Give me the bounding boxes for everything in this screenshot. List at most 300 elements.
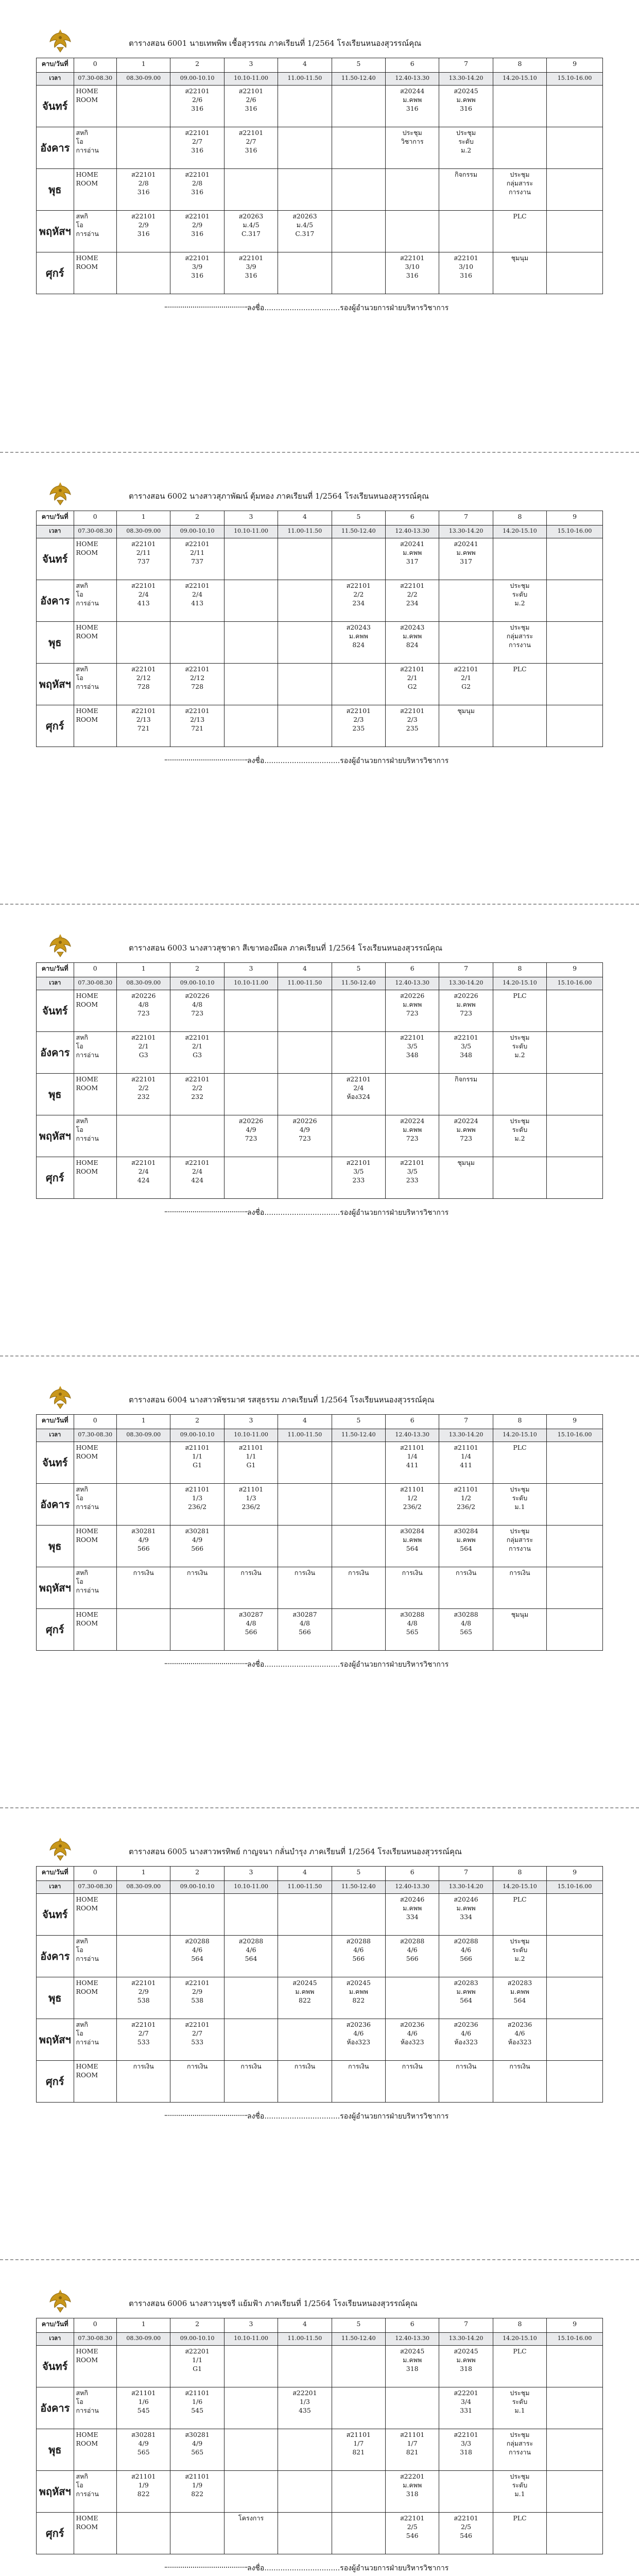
period-cell: ชุมนุม: [439, 1157, 493, 1199]
period-cell: [224, 538, 278, 580]
period-cell-empty: [547, 2429, 603, 2471]
time-slot: 12.40-13.30: [385, 977, 439, 990]
time-slot: 11.50-12.40: [332, 1881, 385, 1894]
time-row: [37, 73, 603, 86]
day-name: ศุกร์: [37, 2061, 74, 2103]
period-cell: [332, 664, 385, 705]
period-header-row: [37, 1867, 603, 1881]
time-slot: 12.40-13.30: [385, 1429, 439, 1442]
period-header-1: 1: [117, 1867, 170, 1881]
period-cell: ส22101 2/7 316: [224, 127, 278, 169]
period-cell: [224, 1074, 278, 1115]
period-cell: ส30287 4/8 566: [278, 1609, 332, 1651]
period-cell: [224, 2429, 278, 2471]
period-cell: [332, 252, 385, 294]
period-header-4: 4: [278, 58, 332, 73]
period-cell: [224, 990, 278, 1032]
day-name: จันทร์: [37, 86, 74, 127]
period-cell: [493, 705, 546, 747]
period-cell: ส22101 2/2 234: [332, 580, 385, 622]
time-slot: 07.30-08.30: [74, 73, 117, 86]
day-row: [37, 1567, 603, 1609]
homeroom-cell: HOME ROOM: [74, 990, 117, 1032]
time-label: เวลา: [37, 2333, 74, 2346]
homeroom-cell: สหกิ โอ การอ่าน: [74, 1567, 117, 1609]
time-label: เวลา: [37, 977, 74, 990]
thai-royal-garuda-emblem-icon: [47, 933, 73, 958]
day-name: พุธ: [37, 1977, 74, 2019]
period-cell: ส22101 2/8 316: [170, 169, 224, 211]
period-cell: ส20236 4/6 ห้อง323: [493, 2019, 546, 2061]
period-cell: [332, 169, 385, 211]
time-slot: 08.30-09.00: [117, 73, 170, 86]
period-cell: ส20226 4/8 723: [170, 990, 224, 1032]
period-cell: ส22101 2/9 538: [117, 1977, 170, 2019]
period-cell: ส22101 3/5 233: [385, 1157, 439, 1199]
period-cell: ส22101 2/9 316: [170, 211, 224, 252]
time-slot: 12.40-13.30: [385, 73, 439, 86]
schedule-header: [36, 1833, 603, 1864]
period-cell: ส21101 1/3 236/2: [224, 1484, 278, 1526]
period-header-1: 1: [117, 2318, 170, 2333]
day-name: อังคาร: [37, 127, 74, 169]
period-cell: [385, 2387, 439, 2429]
day-name: ศุกร์: [37, 1609, 74, 1651]
period-cell: [278, 1936, 332, 1977]
period-header-2: 2: [170, 1415, 224, 1429]
day-name: พุธ: [37, 1074, 74, 1115]
time-slot: 10.10-11.00: [224, 73, 278, 86]
schedule-header: [36, 2285, 603, 2316]
period-cell: [278, 252, 332, 294]
period-cell: ส20244 ม.คพพ 316: [385, 86, 439, 127]
schedule-title: ตารางสอน 6006 นางสาวนุชจรี แย้มฟ้า ภาคเรียนที่ 1/2564 โรงเรียนหนองสุวรรณ์คุณ: [129, 2299, 418, 2308]
period-cell: ประชุม ระดับ ม.2: [439, 127, 493, 169]
period-header-2: 2: [170, 58, 224, 73]
period-cell: ประชุม ระดับ ม.1: [493, 2387, 546, 2429]
time-slot: 11.50-12.40: [332, 526, 385, 538]
signature-label: ลงชื่อ.................................รองผู้อำนวยการฝ่ายบริหารวิชาการ: [247, 1660, 449, 1669]
period-cell: ส22201 1/1 G1: [170, 2346, 224, 2387]
period-cell: ส30281 4/9 565: [170, 2429, 224, 2471]
period-cell: [117, 127, 170, 169]
homeroom-cell: HOME ROOM: [74, 1074, 117, 1115]
period-cell: [117, 86, 170, 127]
period-cell: [117, 622, 170, 664]
period-cell: ส20246 ม.คพพ 334: [385, 1894, 439, 1936]
thai-royal-garuda-emblem-icon: [47, 481, 73, 506]
period-cell: ส30288 4/8 565: [385, 1609, 439, 1651]
period-cell: ส30284 ม.คพพ 564: [439, 1526, 493, 1567]
day-name: พุธ: [37, 2429, 74, 2471]
day-row: [37, 1442, 603, 1484]
time-row: [37, 1881, 603, 1894]
period-cell-empty: [547, 1894, 603, 1936]
period-cell: [224, 169, 278, 211]
period-cell-empty: [547, 211, 603, 252]
day-row: [37, 86, 603, 127]
period-cell: [332, 127, 385, 169]
time-slot: 11.50-12.40: [332, 977, 385, 990]
time-slot: 11.50-12.40: [332, 1429, 385, 1442]
schedule-title: ตารางสอน 6005 นางสาวพรทิพย์ กาญจนา กลั่นบำรุง ภาคเรียนที่ 1/2564 โรงเรียนหนองสุวรรณ์คุณ: [129, 1847, 462, 1856]
period-cell: [170, 622, 224, 664]
time-slot: 15.10-16.00: [547, 2333, 603, 2346]
period-header-row: [37, 963, 603, 977]
period-cell-empty: [547, 127, 603, 169]
time-slot: 15.10-16.00: [547, 1881, 603, 1894]
period-cell-empty: [547, 1115, 603, 1157]
period-header-4: 4: [278, 963, 332, 977]
time-slot: 11.00-11.50: [278, 526, 332, 538]
period-cell: ส22101 2/6 316: [224, 86, 278, 127]
day-row: [37, 664, 603, 705]
period-cell-empty: [547, 1032, 603, 1074]
period-cell: การเงิน: [278, 2061, 332, 2103]
period-cell: ส20283 ม.คพพ 564: [493, 1977, 546, 2019]
period-cell: ส20236 4/6 ห้อง323: [332, 2019, 385, 2061]
teacher-schedule: [0, 1807, 639, 2259]
time-label: เวลา: [37, 526, 74, 538]
period-cell: ส21101 1/9 822: [170, 2471, 224, 2513]
homeroom-cell: HOME ROOM: [74, 2513, 117, 2554]
teacher-schedule: [0, 904, 639, 1355]
period-cell: [332, 1894, 385, 1936]
time-slot: 14.20-15.10: [493, 977, 546, 990]
homeroom-cell: สหกิ โอ การอ่าน: [74, 211, 117, 252]
period-header-0: 0: [74, 1415, 117, 1429]
period-cell: [385, 1977, 439, 2019]
signature-dots: [165, 2567, 247, 2568]
period-cell: ส22101 3/5 348: [439, 1032, 493, 1074]
period-cell: [332, 1032, 385, 1074]
period-header-0: 0: [74, 1867, 117, 1881]
period-cell: ประชุม กลุ่มสาระ การงาน: [493, 169, 546, 211]
homeroom-cell: HOME ROOM: [74, 622, 117, 664]
period-cell: PLC: [493, 990, 546, 1032]
period-header-7: 7: [439, 511, 493, 526]
time-slot: 12.40-13.30: [385, 526, 439, 538]
time-slot: 10.10-11.00: [224, 2333, 278, 2346]
day-row: [37, 1894, 603, 1936]
period-cell: ส22201 1/3 435: [278, 2387, 332, 2429]
period-cell: [224, 705, 278, 747]
period-cell: ส20245 ม.คพพ 318: [385, 2346, 439, 2387]
period-cell: ส21101 1/2 236/2: [439, 1484, 493, 1526]
period-header-6: 6: [385, 58, 439, 73]
teacher-schedule: [0, 452, 639, 904]
period-cell: ส22101 2/1 G3: [117, 1032, 170, 1074]
period-cell-empty: [547, 2019, 603, 2061]
corner-cell: คาบ/วันที่: [37, 2318, 74, 2333]
day-row: [37, 538, 603, 580]
period-cell: ส22201 3/4 331: [439, 2387, 493, 2429]
period-header-7: 7: [439, 58, 493, 73]
period-cell: ส22101 2/11 737: [170, 538, 224, 580]
period-header-7: 7: [439, 2318, 493, 2333]
period-cell: [278, 990, 332, 1032]
time-slot: 10.10-11.00: [224, 1429, 278, 1442]
period-header-5: 5: [332, 963, 385, 977]
period-cell-empty: [547, 2471, 603, 2513]
period-cell: ส22101 2/2 234: [385, 580, 439, 622]
schedule-title: ตารางสอน 6002 นางสาวสุภาพัฒน์ ตุ้มทอง ภาคเรียนที่ 1/2564 โรงเรียนหนองสุวรรณ์คุณ: [129, 492, 429, 501]
period-cell: การเงิน: [493, 1567, 546, 1609]
period-cell-empty: [547, 1567, 603, 1609]
period-cell: ส20236 4/6 ห้อง323: [439, 2019, 493, 2061]
corner-cell: คาบ/วันที่: [37, 58, 74, 73]
period-cell: ส22101 2/6 316: [170, 86, 224, 127]
period-cell: การเงิน: [385, 1567, 439, 1609]
period-cell: [278, 1484, 332, 1526]
thai-royal-garuda-emblem-icon: [47, 28, 73, 54]
time-slot: 12.40-13.30: [385, 1881, 439, 1894]
time-slot: 08.30-09.00: [117, 1429, 170, 1442]
time-slot: 09.00-10.10: [170, 73, 224, 86]
period-cell: ส22101 2/2 232: [170, 1074, 224, 1115]
period-cell: [224, 2019, 278, 2061]
period-cell: ชุมนุม: [439, 705, 493, 747]
homeroom-cell: สหกิ โอ การอ่าน: [74, 2019, 117, 2061]
schedule-table: [36, 962, 603, 1199]
period-header-row: [37, 58, 603, 73]
period-cell: [332, 990, 385, 1032]
corner-cell: คาบ/วันที่: [37, 963, 74, 977]
day-row: [37, 2387, 603, 2429]
day-row: [37, 1609, 603, 1651]
time-slot: 07.30-08.30: [74, 1881, 117, 1894]
period-cell: การเงิน: [439, 1567, 493, 1609]
period-cell: ส22101 3/9 316: [224, 252, 278, 294]
time-slot: 08.30-09.00: [117, 1881, 170, 1894]
period-header-3: 3: [224, 1415, 278, 1429]
period-cell: [278, 1526, 332, 1567]
time-slot: 09.00-10.10: [170, 1429, 224, 1442]
period-cell: ส22101 2/5 546: [439, 2513, 493, 2554]
period-cell: ส20245 ม.คพพ 318: [439, 2346, 493, 2387]
period-cell: ส21101 1/7 821: [332, 2429, 385, 2471]
period-cell: [224, 1157, 278, 1199]
period-cell-empty: [547, 2513, 603, 2554]
period-header-4: 4: [278, 1415, 332, 1429]
period-cell: ชุมนุม: [493, 1609, 546, 1651]
period-header-5: 5: [332, 2318, 385, 2333]
homeroom-cell: HOME ROOM: [74, 2346, 117, 2387]
period-cell-empty: [547, 705, 603, 747]
time-slot: 08.30-09.00: [117, 977, 170, 990]
teacher-schedule: [0, 0, 639, 452]
period-cell: [117, 2513, 170, 2554]
period-cell: ส20283 ม.คพพ 564: [439, 1977, 493, 2019]
day-name: จันทร์: [37, 990, 74, 1032]
period-cell: ส22101 2/4 424: [117, 1157, 170, 1199]
period-cell: ประชุม ระดับ ม.2: [493, 1115, 546, 1157]
time-slot: 09.00-10.10: [170, 526, 224, 538]
homeroom-cell: สหกิ โอ การอ่าน: [74, 2387, 117, 2429]
period-cell: ส22101 2/1 G2: [385, 664, 439, 705]
period-cell: [385, 211, 439, 252]
period-cell: [493, 127, 546, 169]
period-cell: [332, 2346, 385, 2387]
corner-cell: คาบ/วันที่: [37, 511, 74, 526]
period-cell: ส20245 ม.คพพ 316: [439, 86, 493, 127]
day-row: [37, 2429, 603, 2471]
period-cell: ส20245 ม.คพพ 822: [332, 1977, 385, 2019]
period-header-1: 1: [117, 511, 170, 526]
period-cell: [278, 538, 332, 580]
period-cell: [117, 2346, 170, 2387]
day-row: [37, 622, 603, 664]
signature-dots: [165, 2115, 247, 2116]
day-name: อังคาร: [37, 1032, 74, 1074]
period-cell: [439, 580, 493, 622]
period-cell-empty: [547, 538, 603, 580]
period-cell: ส21101 1/6 545: [117, 2387, 170, 2429]
period-header-2: 2: [170, 1867, 224, 1881]
period-cell: การเงิน: [117, 2061, 170, 2103]
thai-royal-garuda-emblem-icon: [47, 2288, 73, 2314]
period-cell: ส20288 4/6 564: [224, 1936, 278, 1977]
teacher-schedule: [0, 2259, 639, 2576]
period-cell: ส22101 2/12 728: [170, 664, 224, 705]
period-cell: [224, 1526, 278, 1567]
period-cell: ส20226 4/8 723: [117, 990, 170, 1032]
period-cell: [278, 2019, 332, 2061]
signature-label: ลงชื่อ.................................รองผู้อำนวยการฝ่ายบริหารวิชาการ: [247, 757, 449, 765]
period-cell: ส20246 ม.คพพ 334: [439, 1894, 493, 1936]
period-cell: ประชุม ระดับ ม.2: [493, 1032, 546, 1074]
period-cell: ส20245 ม.คพพ 822: [278, 1977, 332, 2019]
teacher-schedule: [0, 1355, 639, 1807]
period-header-9: 9: [547, 963, 603, 977]
period-cell: ส22101 2/7 316: [170, 127, 224, 169]
period-cell: ส22101 2/7 533: [117, 2019, 170, 2061]
period-cell: [170, 1609, 224, 1651]
homeroom-cell: สหกิ โอ การอ่าน: [74, 1115, 117, 1157]
time-slot: 07.30-08.30: [74, 1429, 117, 1442]
period-header-5: 5: [332, 511, 385, 526]
day-name: จันทร์: [37, 538, 74, 580]
period-cell: ส20224 ม.คพพ 723: [385, 1115, 439, 1157]
period-cell: ส21101 1/1 G1: [224, 1442, 278, 1484]
time-slot: 13.30-14.20: [439, 1429, 493, 1442]
signature-dots: [165, 307, 247, 308]
period-cell: ส21101 1/7 821: [385, 2429, 439, 2471]
time-slot: 14.20-15.10: [493, 526, 546, 538]
period-cell: ส30281 4/9 566: [170, 1526, 224, 1567]
period-header-3: 3: [224, 58, 278, 73]
period-header-8: 8: [493, 1415, 546, 1429]
time-slot: 13.30-14.20: [439, 73, 493, 86]
period-cell: ส20226 4/9 723: [278, 1115, 332, 1157]
day-row: [37, 127, 603, 169]
time-row: [37, 977, 603, 990]
time-slot: 15.10-16.00: [547, 73, 603, 86]
period-cell: [278, 1157, 332, 1199]
period-header-8: 8: [493, 963, 546, 977]
day-row: [37, 169, 603, 211]
homeroom-cell: สหกิ โอ การอ่าน: [74, 1484, 117, 1526]
day-row: [37, 1977, 603, 2019]
schedule-header: [36, 1381, 603, 1412]
day-name: พฤหัสฯ: [37, 1567, 74, 1609]
time-slot: 09.00-10.10: [170, 977, 224, 990]
period-cell: [278, 1894, 332, 1936]
period-cell: [117, 1115, 170, 1157]
period-cell: ประชุม กลุ่มสาระ การงาน: [493, 622, 546, 664]
homeroom-cell: สหกิ โอ การอ่าน: [74, 580, 117, 622]
day-row: [37, 2346, 603, 2387]
time-slot: 13.30-14.20: [439, 977, 493, 990]
schedule-table: [36, 58, 603, 294]
thai-royal-garuda-emblem-icon: [47, 1836, 73, 1862]
period-cell-empty: [547, 169, 603, 211]
period-header-9: 9: [547, 2318, 603, 2333]
time-slot: 13.30-14.20: [439, 526, 493, 538]
homeroom-cell: HOME ROOM: [74, 2061, 117, 2103]
day-name: ศุกร์: [37, 2513, 74, 2554]
period-cell: ส30288 4/8 565: [439, 1609, 493, 1651]
day-row: [37, 1032, 603, 1074]
period-cell: ส30281 4/9 566: [117, 1526, 170, 1567]
signature-line: [0, 1658, 639, 1670]
period-header-2: 2: [170, 2318, 224, 2333]
period-cell: [170, 1115, 224, 1157]
time-slot: 09.00-10.10: [170, 2333, 224, 2346]
period-cell: [278, 2346, 332, 2387]
period-cell-empty: [547, 1609, 603, 1651]
homeroom-cell: HOME ROOM: [74, 169, 117, 211]
period-header-4: 4: [278, 2318, 332, 2333]
period-cell-empty: [547, 1074, 603, 1115]
period-cell: ส20226 4/9 723: [224, 1115, 278, 1157]
day-row: [37, 705, 603, 747]
period-cell: การเงิน: [332, 1567, 385, 1609]
period-cell: [278, 664, 332, 705]
period-cell: [278, 2513, 332, 2554]
period-cell-empty: [547, 1526, 603, 1567]
schedule-table: [36, 1866, 603, 2103]
period-header-4: 4: [278, 1867, 332, 1881]
period-cell: การเงิน: [278, 1567, 332, 1609]
period-cell: [385, 1074, 439, 1115]
period-header-1: 1: [117, 963, 170, 977]
period-cell: [278, 1074, 332, 1115]
period-header-5: 5: [332, 1867, 385, 1881]
period-cell-empty: [547, 1977, 603, 2019]
period-cell: ส22101 2/13 721: [117, 705, 170, 747]
period-header-6: 6: [385, 1867, 439, 1881]
period-cell: ส20226 ม.คพพ 723: [439, 990, 493, 1032]
period-cell: [332, 2513, 385, 2554]
time-slot: 11.00-11.50: [278, 73, 332, 86]
period-cell: [332, 1115, 385, 1157]
schedule-table: [36, 1414, 603, 1651]
period-cell: การเงิน: [385, 2061, 439, 2103]
time-slot: 08.30-09.00: [117, 2333, 170, 2346]
period-cell: ส20224 ม.คพพ 723: [439, 1115, 493, 1157]
period-cell: [224, 580, 278, 622]
day-row: [37, 990, 603, 1032]
period-cell: การเงิน: [170, 2061, 224, 2103]
period-cell: [278, 622, 332, 664]
day-row: [37, 580, 603, 622]
homeroom-cell: สหกิ โอ การอ่าน: [74, 127, 117, 169]
time-label: เวลา: [37, 1881, 74, 1894]
period-header-6: 6: [385, 511, 439, 526]
period-header-9: 9: [547, 58, 603, 73]
time-slot: 11.00-11.50: [278, 1429, 332, 1442]
